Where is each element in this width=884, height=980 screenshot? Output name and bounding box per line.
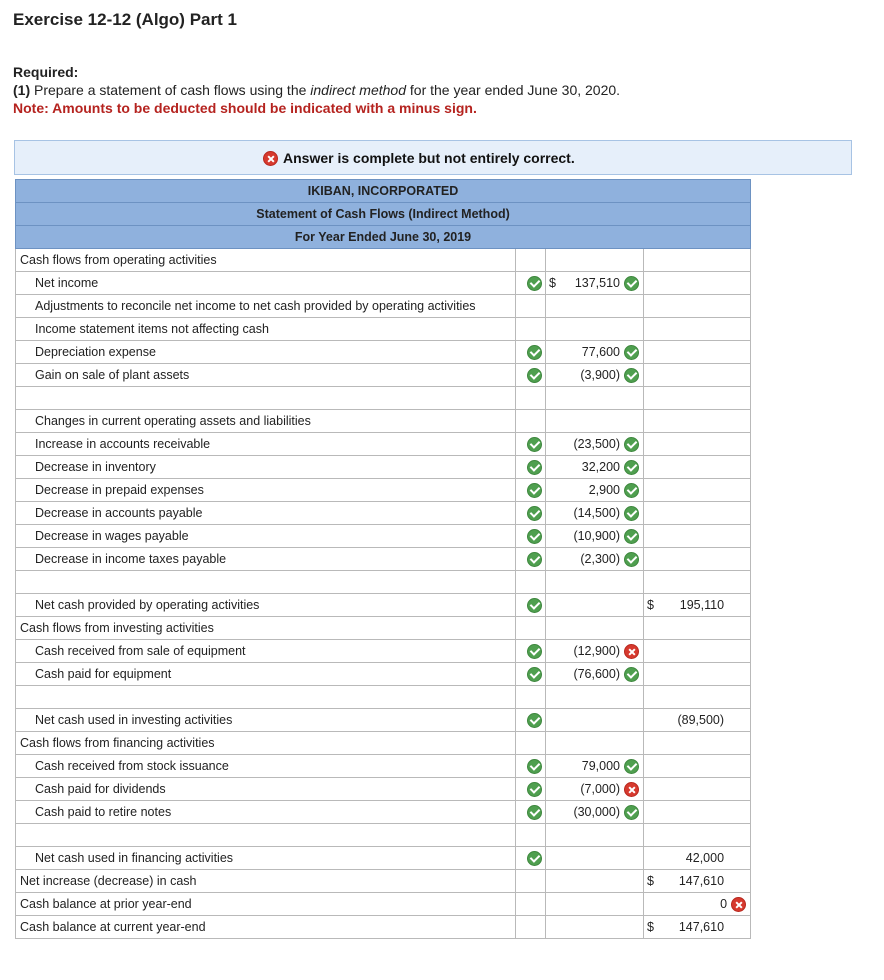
check-circle-icon <box>527 368 542 383</box>
amount-cell-col1[interactable] <box>546 364 644 387</box>
amount-value: (89,500) <box>677 713 725 727</box>
statement-row <box>16 709 751 732</box>
row-check-cell <box>516 709 546 732</box>
amount-cell-col1[interactable] <box>546 778 644 801</box>
check-circle-icon <box>527 851 542 866</box>
row-check-cell <box>516 801 546 824</box>
requirement-note: Note: Amounts to be deducted should be indicated with a minus sign. <box>13 100 477 116</box>
amount-cell-col2[interactable] <box>644 525 751 548</box>
amount-cell-col1[interactable] <box>546 732 644 755</box>
row-label: Cash received from stock issuance <box>16 755 516 778</box>
row-label: Net increase (decrease) in cash <box>16 870 516 893</box>
amount-value: (76,600) <box>573 667 620 681</box>
row-check-cell <box>516 410 546 433</box>
amount-cell-inner <box>550 410 639 432</box>
amount-cell-col2[interactable] <box>644 870 751 893</box>
amount-cell-col2[interactable] <box>644 341 751 364</box>
statement-row <box>16 364 751 387</box>
row-check-cell <box>516 341 546 364</box>
amount-cell-inner <box>550 249 639 271</box>
statement-row <box>16 893 751 916</box>
check-circle-icon <box>624 552 639 567</box>
row-label: Decrease in income taxes payable <box>16 548 516 571</box>
statement-row <box>16 433 751 456</box>
amount-cell-col2[interactable] <box>644 571 751 594</box>
amount-cell-inner <box>648 456 746 478</box>
statement-row <box>16 272 751 295</box>
row-label: Net cash provided by operating activities <box>16 594 516 617</box>
row-check-cell <box>516 525 546 548</box>
statement-row <box>16 732 751 755</box>
amount-cell-col2[interactable] <box>644 617 751 640</box>
check-circle-icon <box>527 437 542 452</box>
amount-cell-col1[interactable] <box>546 502 644 525</box>
check-circle-icon <box>527 460 542 475</box>
amount-value: 195,110 <box>679 598 725 612</box>
amount-cell-col1[interactable] <box>546 663 644 686</box>
statement-row <box>16 456 751 479</box>
amount-cell-col2[interactable] <box>644 916 751 939</box>
statement-row <box>16 755 751 778</box>
amount-cell-inner <box>550 456 639 478</box>
amount-value: 42,000 <box>685 851 725 865</box>
amount-cell-inner <box>648 801 746 823</box>
amount-cell-inner <box>550 617 639 639</box>
row-label: Cash balance at current year-end <box>16 916 516 939</box>
check-circle-icon <box>527 713 542 728</box>
amount-cell-inner <box>648 916 746 938</box>
row-label: Cash received from sale of equipment <box>16 640 516 663</box>
amount-cell-col2[interactable] <box>644 479 751 502</box>
dollar-sign: $ <box>647 920 654 934</box>
row-label: Decrease in inventory <box>16 456 516 479</box>
row-label: Changes in current operating assets and liabilities <box>16 410 516 433</box>
amount-value: (12,900) <box>573 644 620 658</box>
amount-cell-inner <box>648 341 746 363</box>
required-label: Required: <box>13 64 79 80</box>
check-circle-icon <box>527 805 542 820</box>
amount-value: 77,600 <box>581 345 620 359</box>
statement-row <box>16 525 751 548</box>
statement-row <box>16 387 751 410</box>
amount-cell-col2[interactable] <box>644 801 751 824</box>
amount-cell-col2[interactable] <box>644 594 751 617</box>
amount-cell-col2[interactable] <box>644 755 751 778</box>
amount-cell-inner <box>648 548 746 570</box>
requirement-text-b: for the year ended June 30, 2020. <box>406 82 621 98</box>
amount-cell-inner <box>550 387 639 409</box>
row-check-cell <box>516 318 546 341</box>
amount-cell-inner <box>648 594 746 616</box>
cash-flow-statement <box>15 179 751 939</box>
statement-row <box>16 502 751 525</box>
row-check-cell <box>516 663 546 686</box>
x-circle-icon <box>263 151 278 166</box>
amount-cell-col2[interactable] <box>644 410 751 433</box>
check-circle-icon <box>527 644 542 659</box>
amount-cell-inner <box>648 272 746 294</box>
amount-cell-inner <box>550 341 639 363</box>
amount-cell-inner <box>648 640 746 662</box>
amount-cell-inner <box>550 663 639 685</box>
check-circle-icon <box>527 483 542 498</box>
header-row-company <box>16 180 751 203</box>
row-label: Net income <box>16 272 516 295</box>
amount-cell-inner <box>648 893 746 915</box>
amount-cell-inner <box>648 502 746 524</box>
amount-cell-col2[interactable] <box>644 318 751 341</box>
amount-cell-col1[interactable] <box>546 479 644 502</box>
row-label: Cash paid for dividends <box>16 778 516 801</box>
amount-cell-inner <box>550 318 639 340</box>
answer-status <box>263 150 575 166</box>
amount-value: 137,510 <box>574 276 620 290</box>
amount-cell-inner <box>550 686 639 708</box>
amount-value: 79,000 <box>581 759 620 773</box>
amount-cell-inner <box>550 870 639 892</box>
amount-cell-col1[interactable] <box>546 870 644 893</box>
amount-cell-inner <box>648 295 746 317</box>
amount-cell-inner <box>550 709 639 731</box>
check-circle-icon <box>527 506 542 521</box>
amount-cell-inner <box>550 525 639 547</box>
amount-cell-inner <box>648 755 746 777</box>
row-check-cell <box>516 893 546 916</box>
amount-cell-inner <box>648 732 746 754</box>
statement-title: Statement of Cash Flows (Indirect Method) <box>16 203 751 226</box>
amount-cell-col1[interactable] <box>546 571 644 594</box>
amount-value: 2,900 <box>588 483 620 497</box>
amount-cell-inner <box>550 916 639 938</box>
row-check-cell <box>516 387 546 410</box>
statement-row <box>16 778 751 801</box>
amount-cell-col1[interactable] <box>546 456 644 479</box>
check-circle-icon <box>527 529 542 544</box>
row-check-cell <box>516 249 546 272</box>
row-check-cell <box>516 594 546 617</box>
statement-row <box>16 801 751 824</box>
row-check-cell <box>516 364 546 387</box>
statement-row <box>16 686 751 709</box>
statement-row <box>16 571 751 594</box>
row-check-cell <box>516 548 546 571</box>
statement-row <box>16 410 751 433</box>
statement-row <box>16 617 751 640</box>
amount-cell-inner <box>550 548 639 570</box>
amount-cell-col2[interactable] <box>644 847 751 870</box>
row-label: Gain on sale of plant assets <box>16 364 516 387</box>
row-label: Increase in accounts receivable <box>16 433 516 456</box>
row-label: Decrease in wages payable <box>16 525 516 548</box>
row-check-cell <box>516 916 546 939</box>
row-label <box>16 571 516 594</box>
amount-value: 32,200 <box>581 460 620 474</box>
check-circle-icon <box>527 552 542 567</box>
amount-cell-inner <box>550 594 639 616</box>
amount-cell-col1[interactable] <box>546 410 644 433</box>
check-circle-icon <box>527 598 542 613</box>
row-label <box>16 686 516 709</box>
row-label: Net cash used in financing activities <box>16 847 516 870</box>
statement-row <box>16 847 751 870</box>
statement-row <box>16 594 751 617</box>
amount-cell-inner <box>550 732 639 754</box>
statement-row <box>16 318 751 341</box>
amount-value: (2,300) <box>580 552 620 566</box>
statement-row <box>16 295 751 318</box>
check-circle-icon <box>624 805 639 820</box>
amount-cell-inner <box>648 709 746 731</box>
amount-cell-inner <box>648 479 746 501</box>
statement-row <box>16 663 751 686</box>
header-row-title <box>16 203 751 226</box>
row-label: Net cash used in investing activities <box>16 709 516 732</box>
amount-cell-inner <box>648 571 746 593</box>
statement-row <box>16 916 751 939</box>
requirement-line <box>13 81 620 99</box>
row-check-cell <box>516 778 546 801</box>
amount-cell-col1[interactable] <box>546 272 644 295</box>
x-circle-icon <box>624 782 639 797</box>
row-label: Cash flows from investing activities <box>16 617 516 640</box>
row-check-cell <box>516 479 546 502</box>
amount-cell-col1[interactable] <box>546 249 644 272</box>
statement-row <box>16 479 751 502</box>
row-label: Decrease in prepaid expenses <box>16 479 516 502</box>
amount-cell-col1[interactable] <box>546 893 644 916</box>
amount-cell-inner <box>648 410 746 432</box>
row-label: Cash balance at prior year-end <box>16 893 516 916</box>
amount-cell-col1[interactable] <box>546 755 644 778</box>
amount-cell-col1[interactable] <box>546 548 644 571</box>
statement-row <box>16 548 751 571</box>
row-check-cell <box>516 502 546 525</box>
exercise-title: Exercise 12-12 (Algo) Part 1 <box>13 10 237 29</box>
requirement-text-em: indirect method <box>310 82 406 98</box>
amount-cell-col2[interactable] <box>644 640 751 663</box>
amount-cell-col2[interactable] <box>644 295 751 318</box>
amount-cell-inner <box>550 778 639 800</box>
amount-cell-col2[interactable] <box>644 686 751 709</box>
row-check-cell <box>516 433 546 456</box>
amount-cell-col1[interactable] <box>546 295 644 318</box>
amount-value: 147,610 <box>678 874 725 888</box>
amount-cell-col1[interactable] <box>546 525 644 548</box>
row-label: Cash flows from financing activities <box>16 732 516 755</box>
amount-cell-inner <box>648 663 746 685</box>
amount-cell-inner <box>648 870 746 892</box>
amount-cell-col2[interactable] <box>644 709 751 732</box>
row-label <box>16 387 516 410</box>
amount-cell-col2[interactable] <box>644 502 751 525</box>
amount-value: (10,900) <box>573 529 620 543</box>
row-label: Cash flows from operating activities <box>16 249 516 272</box>
amount-cell-inner <box>648 824 746 846</box>
check-circle-icon <box>624 345 639 360</box>
amount-cell-col2[interactable] <box>644 893 751 916</box>
row-label: Cash paid to retire notes <box>16 801 516 824</box>
amount-cell-inner <box>550 364 639 386</box>
amount-cell-col2[interactable] <box>644 663 751 686</box>
amount-cell-col2[interactable] <box>644 272 751 295</box>
dollar-sign: $ <box>647 598 654 612</box>
amount-cell-inner <box>550 295 639 317</box>
row-label <box>16 824 516 847</box>
amount-cell-inner <box>648 686 746 708</box>
row-check-cell <box>516 755 546 778</box>
check-circle-icon <box>527 759 542 774</box>
check-circle-icon <box>624 276 639 291</box>
amount-cell-col1[interactable] <box>546 640 644 663</box>
row-check-cell <box>516 686 546 709</box>
row-check-cell <box>516 272 546 295</box>
amount-cell-col1[interactable] <box>546 433 644 456</box>
amount-cell-col1[interactable] <box>546 916 644 939</box>
requirement-text-a: Prepare a statement of cash flows using the <box>30 82 311 98</box>
row-label: Adjustments to reconcile net income to net cash provided by operating activities <box>16 295 516 318</box>
amount-cell-inner <box>550 893 639 915</box>
amount-cell-inner <box>648 525 746 547</box>
amount-value: 147,610 <box>678 920 725 934</box>
row-label: Income statement items not affecting cash <box>16 318 516 341</box>
statement-row <box>16 824 751 847</box>
check-circle-icon <box>527 276 542 291</box>
amount-cell-inner <box>550 755 639 777</box>
amount-cell-inner <box>648 387 746 409</box>
row-label: Cash paid for equipment <box>16 663 516 686</box>
amount-cell-inner <box>550 640 639 662</box>
check-circle-icon <box>527 782 542 797</box>
amount-value: 0 <box>720 897 728 911</box>
requirement-number: (1) <box>13 82 31 98</box>
row-check-cell <box>516 640 546 663</box>
amount-cell-col2[interactable] <box>644 732 751 755</box>
amount-cell-col2[interactable] <box>644 387 751 410</box>
amount-cell-col1[interactable] <box>546 709 644 732</box>
requirements <box>13 63 620 117</box>
amount-cell-inner <box>550 801 639 823</box>
row-check-cell <box>516 824 546 847</box>
check-circle-icon <box>527 345 542 360</box>
amount-cell-inner <box>648 847 746 869</box>
company-name: IKIBAN, INCORPORATED <box>16 180 751 203</box>
amount-cell-col2[interactable] <box>644 778 751 801</box>
row-check-cell <box>516 847 546 870</box>
check-circle-icon <box>624 483 639 498</box>
x-circle-icon <box>624 644 639 659</box>
row-check-cell <box>516 571 546 594</box>
check-circle-icon <box>624 529 639 544</box>
amount-cell-col1[interactable] <box>546 847 644 870</box>
amount-cell-inner <box>648 318 746 340</box>
amount-cell-inner <box>648 433 746 455</box>
amount-cell-col2[interactable] <box>644 548 751 571</box>
row-check-cell <box>516 617 546 640</box>
amount-cell-col1[interactable] <box>546 318 644 341</box>
amount-cell-col1[interactable] <box>546 801 644 824</box>
row-label: Depreciation expense <box>16 341 516 364</box>
amount-cell-col1[interactable] <box>546 617 644 640</box>
x-circle-icon <box>731 897 746 912</box>
amount-cell-inner <box>648 617 746 639</box>
amount-cell-col1[interactable] <box>546 387 644 410</box>
check-circle-icon <box>624 506 639 521</box>
amount-cell-col2[interactable] <box>644 249 751 272</box>
check-circle-icon <box>527 667 542 682</box>
amount-cell-inner <box>648 778 746 800</box>
check-circle-icon <box>624 667 639 682</box>
row-check-cell <box>516 295 546 318</box>
statement-row <box>16 341 751 364</box>
amount-value: (14,500) <box>573 506 620 520</box>
amount-value: (30,000) <box>573 805 620 819</box>
amount-value: (23,500) <box>573 437 620 451</box>
amount-cell-col2[interactable] <box>644 824 751 847</box>
amount-cell-col1[interactable] <box>546 341 644 364</box>
amount-cell-col1[interactable] <box>546 594 644 617</box>
row-check-cell <box>516 870 546 893</box>
dollar-sign: $ <box>647 874 654 888</box>
amount-cell-inner <box>550 847 639 869</box>
check-circle-icon <box>624 460 639 475</box>
row-check-cell <box>516 456 546 479</box>
check-circle-icon <box>624 437 639 452</box>
answer-status-bar <box>14 140 852 175</box>
check-circle-icon <box>624 368 639 383</box>
amount-cell-inner <box>550 272 639 294</box>
statement-row <box>16 870 751 893</box>
answer-message: Answer is complete but not entirely correct. <box>283 150 575 166</box>
amount-cell-inner <box>550 571 639 593</box>
header-row-period <box>16 226 751 249</box>
check-circle-icon <box>624 759 639 774</box>
amount-cell-inner <box>648 364 746 386</box>
row-label: Decrease in accounts payable <box>16 502 516 525</box>
amount-value: (7,000) <box>580 782 620 796</box>
statement-period: For Year Ended June 30, 2019 <box>16 226 751 249</box>
amount-cell-col2[interactable] <box>644 364 751 387</box>
amount-cell-inner <box>550 502 639 524</box>
amount-cell-inner <box>550 433 639 455</box>
dollar-sign: $ <box>549 276 556 290</box>
amount-cell-col2[interactable] <box>644 433 751 456</box>
amount-cell-inner <box>550 824 639 846</box>
amount-value: (3,900) <box>580 368 620 382</box>
amount-cell-col2[interactable] <box>644 456 751 479</box>
statement-row <box>16 640 751 663</box>
amount-cell-inner <box>648 249 746 271</box>
amount-cell-col1[interactable] <box>546 824 644 847</box>
row-check-cell <box>516 732 546 755</box>
amount-cell-col1[interactable] <box>546 686 644 709</box>
amount-cell-inner <box>550 479 639 501</box>
statement-row <box>16 249 751 272</box>
